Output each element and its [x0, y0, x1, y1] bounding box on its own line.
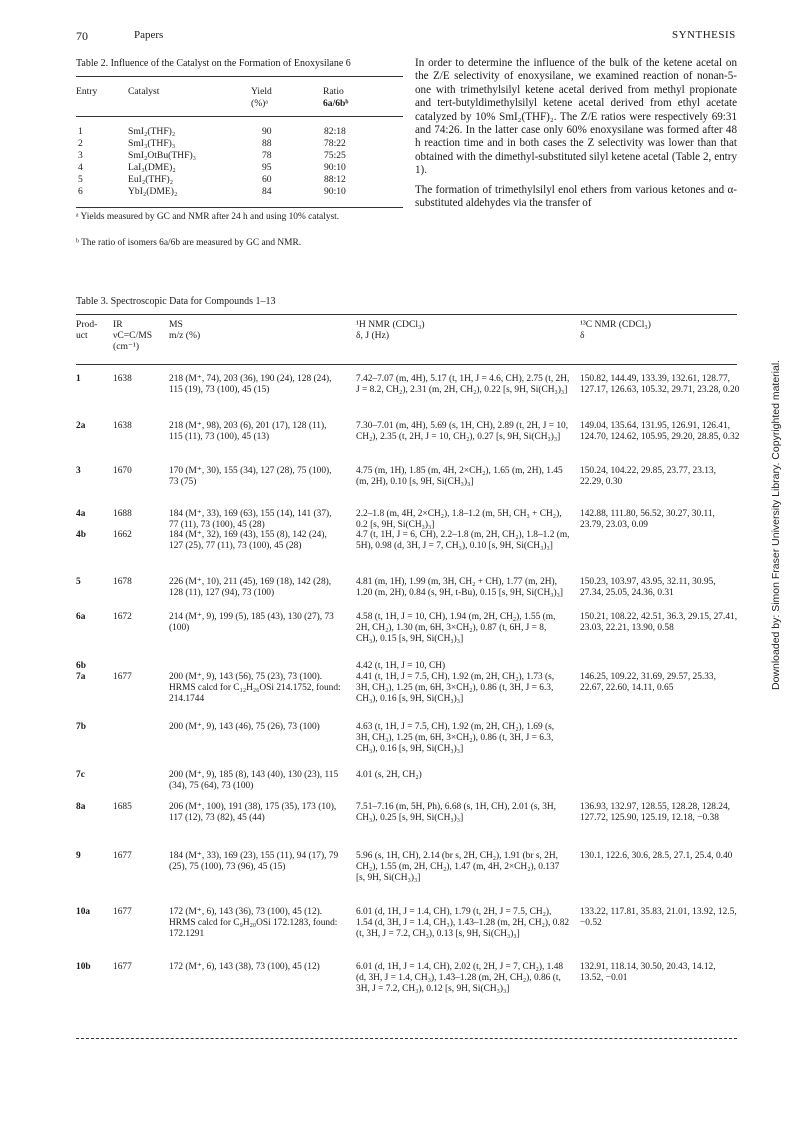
cell-entry: 2	[78, 138, 83, 149]
download-watermark: Downloaded by: Simon Fraser University Library. Copyrighted material.	[770, 359, 782, 690]
cell-product: 7c	[76, 770, 85, 780]
cell-c-nmr: 133.22, 117.81, 35.83, 21.01, 13.92, 12.5, −0.52	[580, 907, 737, 929]
cell-ms: 184 (M⁺, 33), 169 (63), 155 (14), 141 (37), 77 (11), 73 (100), 45 (28)	[169, 509, 332, 531]
cell-ir: 1670	[113, 466, 132, 476]
table3-top-rule	[76, 314, 737, 315]
table3-header-c-nmr: ¹³C NMR (CDCl₃) δ	[580, 319, 651, 341]
cell-ms: 172 (M⁺, 6), 143 (38), 73 (100), 45 (12)	[169, 962, 320, 972]
cell-ir: 1677	[113, 851, 132, 861]
table-row	[76, 126, 411, 138]
cell-ms: 200 (M⁺, 9), 143 (46), 75 (26), 73 (100)	[169, 722, 320, 732]
cell-h-nmr: 4.81 (m, 1H), 1.99 (m, 3H, CH₂ + CH), 1.77 (m, 2H), 1.20 (m, 2H), 0.84 (s, 9H, t-Bu), 0.15 [s, 9H, Si(CH₃)₃]	[356, 577, 564, 599]
table-row	[76, 174, 411, 186]
table2-header-yield: Yield	[251, 86, 272, 97]
cell-c-nmr: 150.23, 103.97, 43.95, 32.11, 30.95, 27.34, 25.05, 24.36, 0.31	[580, 577, 716, 599]
paragraph: In order to determine the influence of the bulk of the ketene acetal on the Z/E selectivity of enoxysilane, we examined reaction of nonan-5-one with trimethylsilyl ketene acetal derived from methyl propionate and tert-butyldimethylsilyl ketene acetal derived from ethyl acetate catalyzed by 10% SmI₂(THF)₂. The Z/E ratios were respectively 69:31 and 74:26. In the latter case only 60% enoxysilane was formed after 48 h reaction time and in both cases the Z selectivity was lower than that obtained with the dimethyl-substituted silyl ketene acetal (Table 2, entry 1).	[415, 57, 737, 177]
cell-ratio: 75:25	[324, 150, 346, 161]
cell-entry: 1	[78, 126, 83, 137]
cell-ms: 206 (M⁺, 100), 191 (38), 175 (35), 173 (10), 117 (12), 73 (82), 45 (44)	[169, 802, 337, 824]
cell-ms: 200 (M⁺, 9), 143 (56), 75 (23), 73 (100). HRMS calcd for C₁₂H₂₆OSi 214.1752, found: 214.1744	[169, 672, 341, 705]
cell-ms: 184 (M⁺, 32), 169 (43), 155 (8), 142 (24), 127 (25), 77 (11), 73 (100), 45 (28)	[169, 530, 327, 552]
cell-h-nmr: 4.75 (m, 1H), 1.85 (m, 4H, 2×CH₂), 1.65 (m, 2H), 1.45 (m, 2H), 0.10 [s, 9H, Si(CH₃)₃]	[356, 466, 563, 488]
cell-ir: 1677	[113, 907, 132, 917]
cell-product: 8a	[76, 802, 86, 812]
cell-ir: 1685	[113, 802, 132, 812]
cell-product: 9	[76, 851, 81, 861]
cell-product: 2a	[76, 421, 86, 431]
cell-ratio: 88:12	[324, 174, 346, 185]
table3-caption: Table 3. Spectroscopic Data for Compounds 1–13	[76, 296, 276, 307]
cell-product: 4a	[76, 509, 86, 519]
cell-entry: 3	[78, 150, 83, 161]
cell-ms: 218 (M⁺, 98), 203 (6), 201 (17), 128 (11), 115 (11), 73 (100), 45 (13)	[169, 421, 327, 443]
cell-ir: 1638	[113, 374, 132, 384]
cell-h-nmr: 4.42 (t, 1H, J = 10, CH)	[356, 661, 446, 671]
cell-h-nmr: 4.01 (s, 2H, CH₂)	[356, 770, 422, 780]
cell-product: 5	[76, 577, 81, 587]
cell-c-nmr: 150.82, 144.49, 133.39, 132.61, 128.77, 127.17, 126.63, 105.32, 29.71, 23.28, 0.20	[580, 374, 740, 396]
cell-c-nmr: 146.25, 109.22, 31.69, 29.57, 25.33, 22.67, 22.60, 14.11, 0.65	[580, 672, 716, 694]
table2-header-catalyst: Catalyst	[128, 86, 160, 97]
cell-product: 10a	[76, 907, 91, 917]
cell-catalyst: SmI₂(THF)₂	[128, 126, 176, 137]
cell-catalyst: SmI₃(THF)₃	[128, 138, 176, 149]
cell-c-nmr: 150.21, 108.22, 42.51, 36.3, 29.15, 27.41, 23.03, 22.21, 13.90, 0.58	[580, 612, 738, 634]
cell-product: 6b	[76, 661, 86, 671]
cell-ms: 170 (M⁺, 30), 155 (34), 127 (28), 75 (100), 73 (75)	[169, 466, 332, 488]
cell-h-nmr: 7.42–7.07 (m, 4H), 5.17 (t, 1H, J = 4.6, CH), 2.75 (t, 2H, J = 8.2, CH₂), 2.31 (m, 2H, CH₂), 0.22 [s, 9H, Si(CH₃)₃]	[356, 374, 570, 396]
cell-h-nmr: 7.51–7.16 (m, 5H, Ph), 6.68 (s, 1H, CH), 2.01 (s, 3H, CH₃), 0.25 [s, 9H, Si(CH₃)₃]	[356, 802, 556, 824]
table-row	[76, 186, 411, 198]
table2-header-yield-unit: (%)ᵃ	[251, 98, 269, 109]
cell-product: 7b	[76, 722, 86, 732]
cell-h-nmr: 4.58 (t, 1H, J = 10, CH), 1.94 (m, 2H, CH₂), 1.55 (m, 2H, CH₂), 1.30 (m, 6H, 3×CH₂), 0.87 (t, 6H, J = 8, CH₃), 0.15 [s, 9H, Si(CH₃)₃]	[356, 612, 556, 645]
cell-catalyst: YbI₂(DME)₂	[128, 186, 178, 197]
table3-header-product: Prod- uct	[76, 319, 98, 341]
cell-h-nmr: 4.63 (t, 1H, J = 7.5, CH), 1.92 (m, 2H, CH₂), 1.69 (s, 3H, CH₃), 1.25 (m, 6H, 3×CH₂), 0.86 (t, 3H, J = 6.3, CH₃), 0.16 [s, 9H, Si(CH₃)₃]	[356, 722, 555, 755]
cell-catalyst: EuI₂(THF)₂	[128, 174, 174, 185]
cell-h-nmr: 5.96 (s, 1H, CH), 2.14 (br s, 2H, CH₂), 1.91 (br s, 2H, CH₂), 1.55 (m, 2H, CH₂), 1.47 (m, 4H, 2×CH₂), 0.137 [s, 9H, Si(CH₃)₃]	[356, 851, 560, 884]
cell-ir: 1672	[113, 612, 132, 622]
cell-h-nmr: 6.01 (d, 1H, J = 1.4, CH), 1.79 (t, 2H, J = 7.5, CH₂), 1.54 (d, 3H, J = 1.4, CH₃), 1.43–1.28 (m, 2H, CH₂), 0.82 (t, 3H, J = 7.2, CH₃), 0.13 [s, 9H, Si(CH₃)₃]	[356, 907, 570, 940]
table3-header-h-nmr: ¹H NMR (CDCl₃) δ, J (Hz)	[356, 319, 425, 341]
table2-header-rule	[76, 116, 403, 117]
cell-ms: 184 (M⁺, 33), 169 (23), 155 (11), 94 (17), 79 (25), 75 (100), 73 (96), 45 (15)	[169, 851, 339, 873]
cell-h-nmr: 4.41 (t, 1H, J = 7.5, CH), 1.92 (m, 2H, CH₂), 1.73 (s, 3H, CH₃), 1.25 (m, 6H, 3×CH₂), 0.86 (t, 3H, J = 6.3, CH₃), 0.16 [s, 9H, Si(CH₃)₃]	[356, 672, 555, 705]
cell-yield: 84	[262, 186, 272, 197]
table-row	[76, 162, 411, 174]
cell-yield: 95	[262, 162, 272, 173]
cell-yield: 60	[262, 174, 272, 185]
cell-product: 4b	[76, 530, 86, 540]
cell-entry: 4	[78, 162, 83, 173]
paragraph: The formation of trimethylsilyl enol ethers from various ketones and α-substituted aldehydes via the transfer of	[415, 183, 737, 210]
cell-yield: 78	[262, 150, 272, 161]
cell-ir: 1662	[113, 530, 132, 540]
cell-product: 3	[76, 466, 81, 476]
body-text	[415, 57, 737, 216]
table2-header-entry: Entry	[76, 86, 98, 97]
cell-catalyst: LaI₃(DME)₂	[128, 162, 176, 173]
table-row	[76, 138, 411, 150]
cell-c-nmr: 132.91, 118.14, 30.50, 20.43, 14.12, 13.52, −0.01	[580, 962, 716, 984]
cell-entry: 5	[78, 174, 83, 185]
cell-product: 10b	[76, 962, 91, 972]
cell-c-nmr: 130.1, 122.6, 30.6, 28.5, 27.1, 25.4, 0.40	[580, 851, 733, 861]
cell-h-nmr: 2.2–1.8 (m, 4H, 2×CH₂), 1.8–1.2 (m, 5H, CH₃ + CH₂), 0.2 [s, 9H, Si(CH₃)₃]	[356, 509, 562, 531]
table2-header-ratio-sub: 6a/6bᵇ	[323, 98, 349, 109]
cell-ir: 1677	[113, 672, 132, 682]
cell-ir: 1678	[113, 577, 132, 587]
cell-ratio: 90:10	[324, 162, 346, 173]
table2-footnote-a: ᵃ Yields measured by GC and NMR after 24 h and using 10% catalyst.	[76, 212, 340, 222]
table3-header-ir: IR νC=C/MS (cm⁻¹)	[113, 319, 153, 352]
table2-top-rule	[76, 76, 403, 77]
cell-product: 6a	[76, 612, 86, 622]
cell-ratio: 90:10	[324, 186, 346, 197]
cell-catalyst: SmI₂OtBu(THF)₃	[128, 150, 196, 161]
table2-header-ratio: Ratio	[323, 86, 344, 97]
cell-ir: 1638	[113, 421, 132, 431]
cell-product: 1	[76, 374, 81, 384]
section-label: Papers	[134, 29, 164, 41]
journal-name: SYNTHESIS	[672, 29, 736, 41]
cell-c-nmr: 136.93, 132.97, 128.55, 128.28, 128.24, 127.72, 125.90, 125.19, 12.18, −0.38	[580, 802, 730, 824]
table2-body	[76, 126, 411, 206]
cell-c-nmr: 150.24, 104.22, 29.85, 23.77, 23.13, 22.29, 0.30	[580, 466, 716, 488]
cell-ms: 200 (M⁺, 9), 185 (8), 143 (40), 130 (23), 115 (34), 75 (64), 73 (100)	[169, 770, 339, 792]
cell-c-nmr: 142.88, 111.80, 56.52, 30.27, 30.11, 23.79, 23.03, 0.09	[580, 509, 715, 531]
cell-entry: 6	[78, 186, 83, 197]
table2-footnote-b: ᵇ The ratio of isomers 6a/6b are measured by GC and NMR.	[76, 238, 302, 248]
cell-ratio: 82:18	[324, 126, 346, 137]
cell-yield: 90	[262, 126, 272, 137]
cell-product: 7a	[76, 672, 86, 682]
cell-h-nmr: 4.7 (t, 1H, J = 6, CH), 2.2–1.8 (m, 2H, CH₂), 1.8–1.2 (m, 5H), 0.98 (d, 3H, J = 7, CH₃), 0.10 [s, 9H, Si(CH₃)₃]	[356, 530, 570, 552]
page-number: 70	[76, 29, 88, 43]
cell-ms: 226 (M⁺, 10), 211 (45), 169 (18), 142 (28), 128 (11), 127 (94), 73 (100)	[169, 577, 332, 599]
cell-c-nmr: 149.04, 135.64, 131.95, 126.91, 126.41, 124.70, 124.62, 105.95, 29.20, 28.85, 0.32	[580, 421, 740, 443]
table3-bottom-rule	[76, 1038, 737, 1039]
cell-h-nmr: 7.30–7.01 (m, 4H), 5.69 (s, 1H, CH), 2.89 (t, 2H, J = 10, CH₂), 2.35 (t, 2H, J = 10, CH₂), 0.27 [s, 9H, Si(CH₃)₃]	[356, 421, 569, 443]
cell-h-nmr: 6.01 (d, 1H, J = 1.4, CH), 2.02 (t, 2H, J = 7, CH₂), 1.48 (d, 3H, J = 1.4, CH₃), 1.43–1.28 (m, 2H, CH₂), 0.86 (t, 3H, J = 7.2, CH₃), 0.12 [s, 9H, Si(CH₃)₃]	[356, 962, 564, 995]
table3-header-rule	[76, 364, 737, 365]
table2-bottom-rule	[76, 207, 403, 208]
cell-yield: 88	[262, 138, 272, 149]
cell-ms: 218 (M⁺, 74), 203 (36), 190 (24), 128 (24), 115 (19), 73 (100), 45 (15)	[169, 374, 332, 396]
cell-ms: 214 (M⁺, 9), 199 (5), 185 (43), 130 (27), 73 (100)	[169, 612, 334, 634]
cell-ms: 172 (M⁺, 6), 143 (36), 73 (100), 45 (12). HRMS calcd for C₉H₂₀OSi 172.1283, found: 172.1291	[169, 907, 338, 940]
table3-header-ms: MS m/z (%)	[169, 319, 201, 341]
table-row	[76, 150, 411, 162]
cell-ir: 1677	[113, 962, 132, 972]
cell-ir: 1688	[113, 509, 132, 519]
cell-ratio: 78:22	[324, 138, 346, 149]
table2-caption: Table 2. Influence of the Catalyst on the Formation of Enoxysilane 6	[76, 58, 351, 69]
